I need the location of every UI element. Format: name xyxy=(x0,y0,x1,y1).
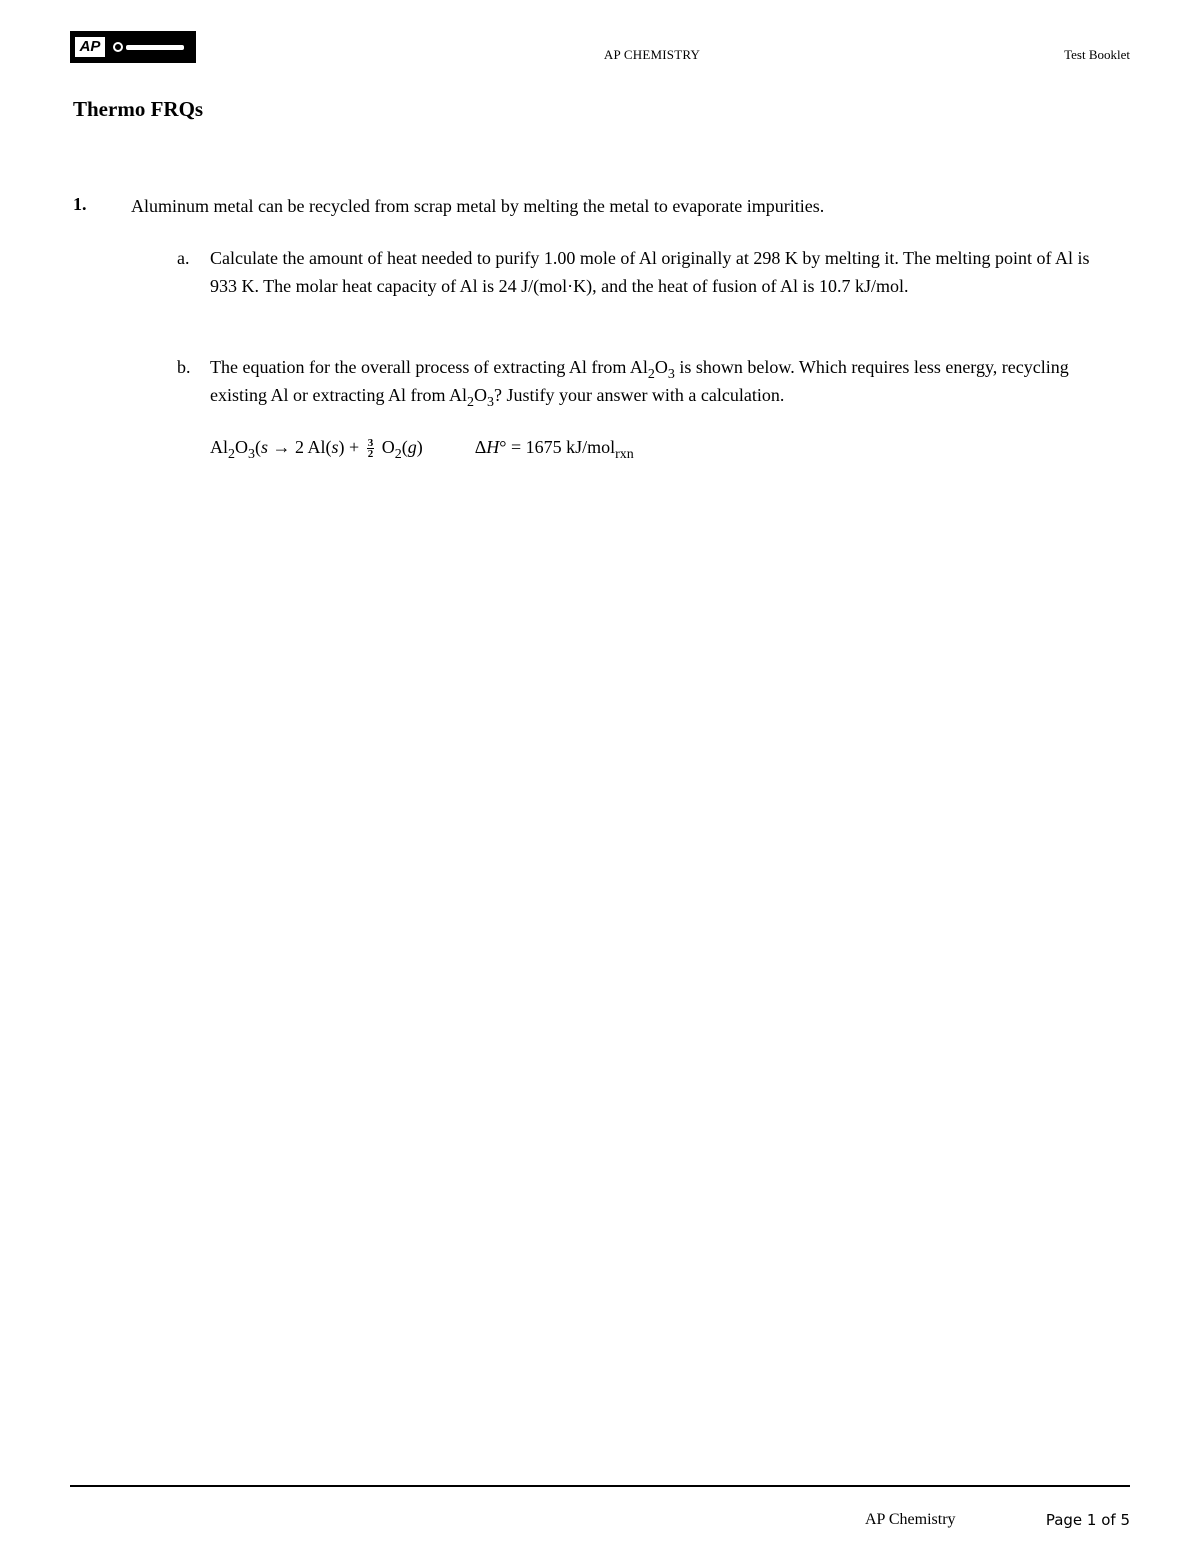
header-booklet-label: Test Booklet xyxy=(1064,47,1130,62)
part-b-letter: b. xyxy=(177,357,191,377)
ap-logo-mark: AP xyxy=(75,37,105,57)
enthalpy-change: ΔH° = 1675 kJ/mol$_{rxn}$ xyxy=(474,437,634,462)
footer-course: AP Chemistry xyxy=(865,1511,956,1528)
question-part-b xyxy=(177,353,1117,409)
part-a-letter: a. xyxy=(177,248,190,268)
page-title: Thermo FRQs xyxy=(73,97,204,121)
question-text: Aluminum metal can be recycled from scrap metal by melting the metal to evaporate impurities. xyxy=(131,196,825,216)
part-a-text: Calculate the amount of heat needed to purify 1.00 mole of Al originally at 298 K by melting it. The melting point of Al is 933 K. The molar heat capacity of Al is 24 J/(mol·K), and the heat of fusion of Al is 10.7 kJ/mol. xyxy=(210,248,1090,296)
footer-page-number: Page 1 of 5 xyxy=(1045,1511,1130,1529)
footer-divider xyxy=(70,1485,1130,1487)
question-part-a xyxy=(177,244,1117,300)
header-subject: AP CHEMISTRY xyxy=(603,47,701,62)
fraction-three-halves: $\frac{3}{2}$ xyxy=(367,437,374,461)
chemical-equation: $Al_2O_3(s \to 2$ Al(s) + $\frac{3}{2}$ $O_2(g) \Delta H^\circ = 1675$ kJ/mol$_{rxn}$ xyxy=(210,437,634,462)
question-number: 1. xyxy=(73,194,87,214)
part-b-text: The equation for the overall process of extracting Al from $Al_2O_3$ is shown below. Which requires less energy, recycling existing Al or extracting Al from $Al_2O_3$? Justify your answer with a calculation. xyxy=(210,357,1069,410)
